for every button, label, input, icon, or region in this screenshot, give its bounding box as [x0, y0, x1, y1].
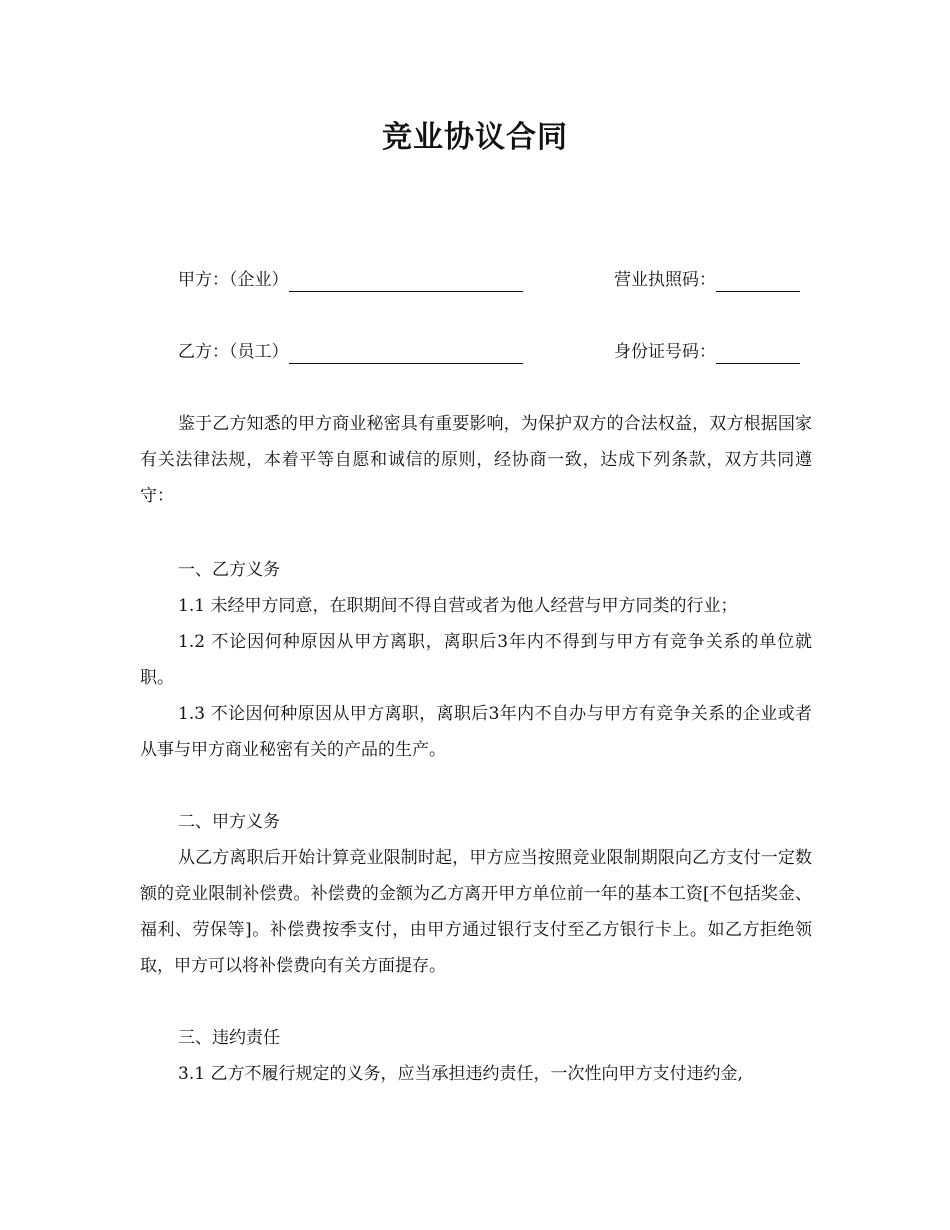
party-b-id-blank [716, 343, 800, 364]
party-b-line [178, 340, 523, 364]
preamble-paragraph: 鉴于乙方知悉的甲方商业秘密具有重要影响，为保护双方的合法权益，双方根据国家有关法律法规，本着平等自愿和诚信的原则，经协商一致，达成下列条款，双方共同遵守： [140, 414, 812, 506]
section-3-heading: 三、违约责任 [178, 1028, 280, 1048]
party-a-name-blank [289, 271, 523, 292]
document-title: 竞业协议合同 [382, 120, 568, 155]
section-1-heading: 一、乙方义务 [178, 560, 280, 580]
party-b-name-blank [289, 343, 523, 364]
section-2-body: 从乙方离职后开始计算竞业限制时起，甲方应当按照竞业限制期限向乙方支付一定数额的竞业限制补偿费。补偿费的金额为乙方离开甲方单位前一年的基本工资[不包括奖金、福利、劳保等]。补偿费按季支付，由甲方通过银行支付至乙方银行卡上。如乙方拒绝领取，甲方可以将补偿费向有关方面提存。 [140, 848, 812, 976]
party-b-id-label: 身份证号码： [614, 342, 716, 362]
party-a-license-label: 营业执照码： [614, 270, 716, 290]
party-a-line [178, 268, 523, 292]
party-a-label: 甲方：（企业） [178, 270, 289, 290]
party-a-license-blank [716, 271, 800, 292]
section-1-item-2: 1.2 不论因何种原因从甲方离职，离职后3年内不得到与甲方有竞争关系的单位就职。 [140, 632, 812, 688]
party-b-id-line [614, 340, 800, 364]
section-1-item-3: 1.3 不论因何种原因从甲方离职，离职后3年内不自办与甲方有竞争关系的企业或者从事与甲方商业秘密有关的产品的生产。 [140, 704, 812, 760]
party-b-label: 乙方：（员工） [178, 342, 289, 362]
party-a-license-line [614, 268, 800, 292]
section-1-item-1: 1.1 未经甲方同意，在职期间不得自营或者为他人经营与甲方同类的行业； [178, 596, 738, 616]
section-2-heading: 二、甲方义务 [178, 812, 280, 832]
section-3-item-1: 3.1 乙方不履行规定的义务，应当承担违约责任，一次性向甲方支付违约金, [178, 1064, 743, 1084]
